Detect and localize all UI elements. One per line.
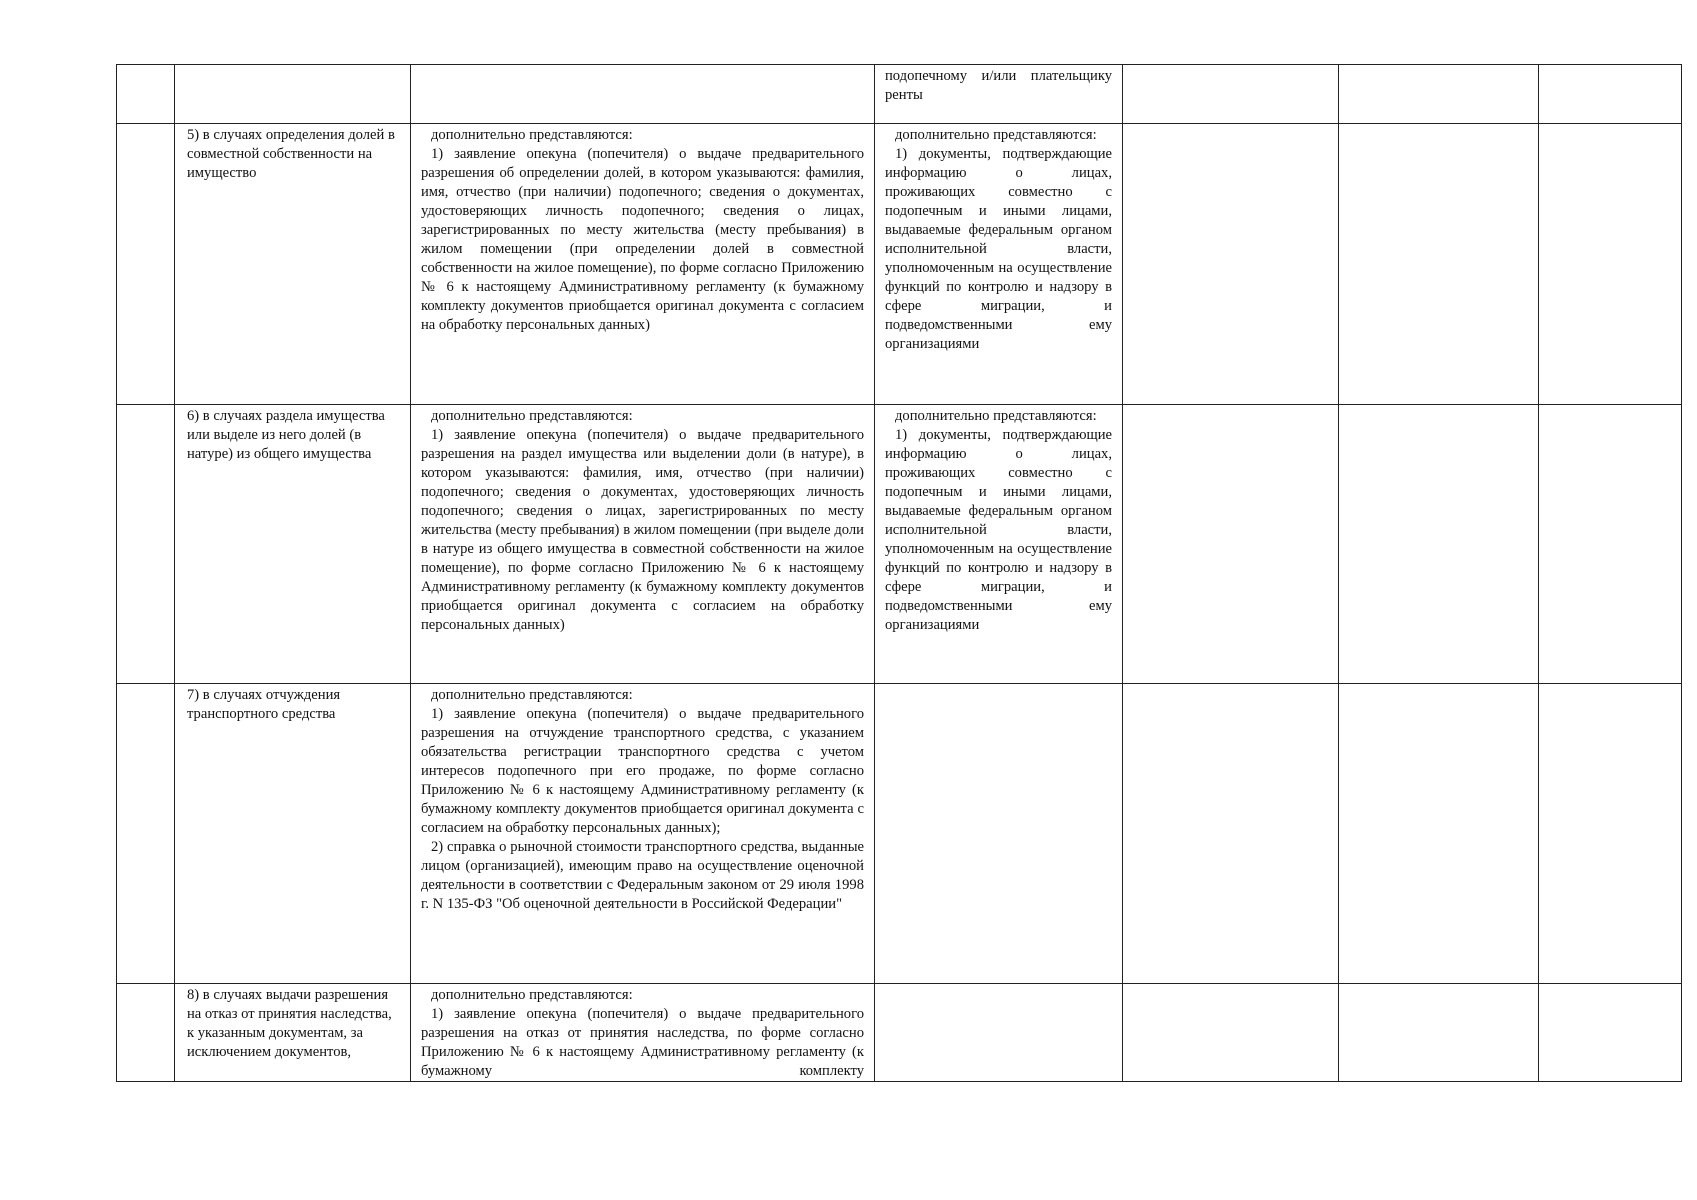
empty-cell — [1539, 684, 1682, 984]
table-row — [117, 405, 1682, 684]
empty-cell — [1123, 984, 1339, 1082]
number-cell — [117, 984, 175, 1082]
table-row — [117, 124, 1682, 405]
interagency-text: подопечному и/или плательщику ренты — [885, 68, 1112, 103]
interagency-intro: дополнительно представляются: — [895, 127, 1097, 143]
empty-cell — [1339, 984, 1539, 1082]
documents-cell — [411, 124, 875, 405]
number-cell — [117, 124, 175, 405]
documents-intro: дополнительно представляются: — [431, 987, 633, 1003]
documents-item: 2) справка о рыночной стоимости транспортного средства, выданные лицом (организацией), имеющим право на осуществление оценочной деятельности в соответствии с Федеральным законом от 29 июля 1998 г. N 135-ФЗ "Об оценочной деятельности в Российской Федерации" — [421, 839, 864, 912]
documents-cell — [411, 984, 875, 1082]
condition-cell: 6) в случаях раздела имущества или выделе из него долей (в натуре) из общего имущества — [175, 405, 411, 684]
documents-item: 1) заявление опекуна (попечителя) о выдаче предварительного разрешения на отказ от принятия наследства, по форме согласно Приложению № 6 к настоящему Административному регламенту (к бумажному комплекту — [421, 1006, 864, 1079]
empty-cell — [1539, 405, 1682, 684]
interagency-cell — [875, 124, 1123, 405]
number-cell — [117, 405, 175, 684]
documents-cell — [411, 405, 875, 684]
regulation-table — [116, 64, 1682, 1082]
condition-cell — [175, 65, 411, 124]
interagency-item: 1) документы, подтверждающие информацию о лицах, проживающих совместно с подопечным и иными лицами, выдаваемые федеральным органом исполнительной власти, уполномоченным на осуществление функций по контролю и надзору в сфере миграции, и подведомственными ему организациями — [885, 146, 1112, 352]
empty-cell — [1539, 984, 1682, 1082]
table-row — [117, 984, 1682, 1082]
empty-cell — [1339, 65, 1539, 124]
condition-cell: 5) в случаях определения долей в совместной собственности на имущество — [175, 124, 411, 405]
empty-cell — [1123, 124, 1339, 405]
empty-cell — [1339, 684, 1539, 984]
documents-item: 1) заявление опекуна (попечителя) о выдаче предварительного разрешения об определении долей, в котором указываются: фамилия, имя, отчество (при наличии) подопечного; сведения о документах, удостоверяющих личность подопечного; сведения о лицах, зарегистрированных по месту жительства (месту пребывания) в жилом помещении (при определении долей в совместной собственности на жилое помещение), по форме согласно Приложению № 6 к настоящему Административному регламенту (к бумажному комплекту документов приобщается оригинал документа с согласием на обработку персональных данных) — [421, 146, 864, 333]
documents-item: 1) заявление опекуна (попечителя) о выдаче предварительного разрешения на отчуждение транспортного средства, с указанием обязательства регистрации транспортного средства с учетом интересов подопечного при его продаже, по форме согласно Приложению № 6 к настоящему Административному регламенту (к бумажному комплекту документов приобщается оригинал документа с согласием на обработку персональных данных); — [421, 706, 864, 836]
empty-cell — [1123, 405, 1339, 684]
empty-cell — [1539, 124, 1682, 405]
table-row — [117, 65, 1682, 124]
documents-intro: дополнительно представляются: — [431, 127, 633, 143]
documents-cell — [411, 684, 875, 984]
interagency-cell — [875, 65, 1123, 124]
condition-cell: 8) в случаях выдачи разрешения на отказ от принятия наследства, к указанным документам, за исключением документов, — [175, 984, 411, 1082]
number-cell — [117, 65, 175, 124]
number-cell — [117, 684, 175, 984]
empty-cell — [1339, 124, 1539, 405]
documents-item: 1) заявление опекуна (попечителя) о выдаче предварительного разрешения на раздел имущества или выделении доли (в натуре), в котором указываются: фамилия, имя, отчество (при наличии) подопечного; сведения о документах, удостоверяющих личность подопечного; сведения о лицах, зарегистрированных по месту жительства (месту пребывания) в жилом помещении (при выделе доли в натуре из общего имущества в совместной собственности на жилое помещение), по форме согласно Приложению № 6 к настоящему Административному регламенту (к бумажному комплекту документов приобщается оригинал документа с согласием на обработку персональных данных) — [421, 427, 864, 633]
interagency-cell — [875, 405, 1123, 684]
documents-intro: дополнительно представляются: — [431, 687, 633, 703]
interagency-cell — [875, 684, 1123, 984]
empty-cell — [1339, 405, 1539, 684]
empty-cell — [1123, 65, 1339, 124]
interagency-cell — [875, 984, 1123, 1082]
interagency-intro: дополнительно представляются: — [895, 408, 1097, 424]
table-row — [117, 684, 1682, 984]
condition-cell: 7) в случаях отчуждения транспортного средства — [175, 684, 411, 984]
interagency-item: 1) документы, подтверждающие информацию о лицах, проживающих совместно с подопечным и иными лицами, выдаваемые федеральным органом исполнительной власти, уполномоченным на осуществление функций по контролю и надзору в сфере миграции, и подведомственными ему организациями — [885, 427, 1112, 633]
empty-cell — [1539, 65, 1682, 124]
documents-cell — [411, 65, 875, 124]
empty-cell — [1123, 684, 1339, 984]
documents-intro: дополнительно представляются: — [431, 408, 633, 424]
